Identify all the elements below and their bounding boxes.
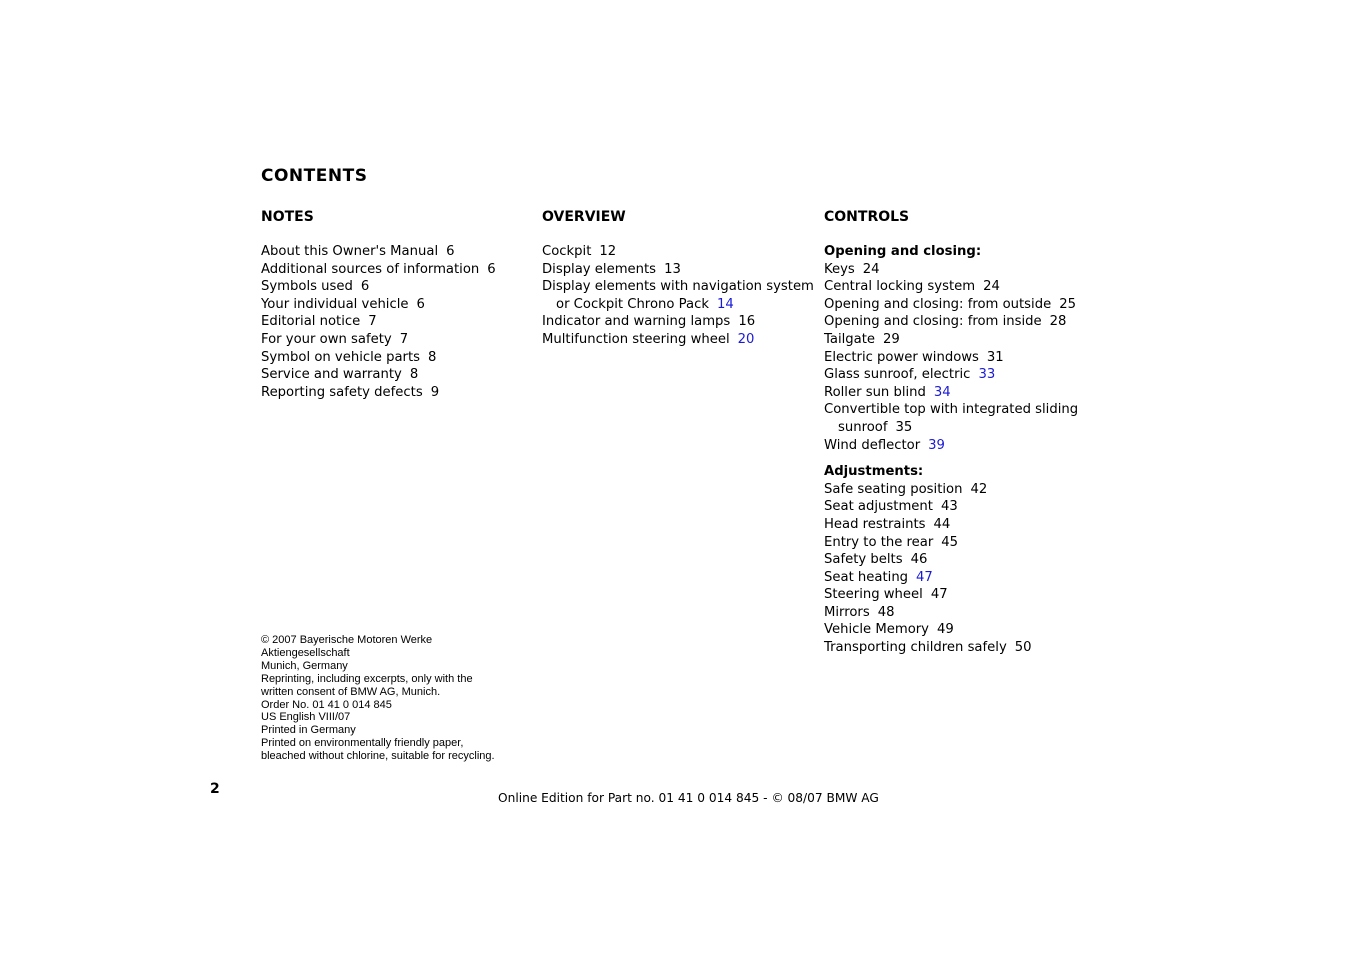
toc-entry-page-link[interactable]: 34 [933,384,951,400]
toc-entry [542,278,812,313]
overview-column [542,208,812,349]
imprint-line: Printed on environmentally friendly paper, [261,737,464,750]
toc-entry [824,604,1094,622]
toc-entry-page: 25 [1059,296,1076,312]
toc-entry-page: 42 [970,481,988,497]
toc-entry-page: 8 [428,349,437,365]
toc-entry-title: Indicator and warning lamps [542,314,731,330]
toc-entry-page: 9 [430,384,440,400]
adjustments-heading: Adjustments: [824,464,924,480]
toc-entry-title: Central locking system [824,279,976,295]
toc-entry-page: 48 [877,604,895,620]
toc-entry-page: 43 [940,499,958,515]
toc-entry [824,534,1094,552]
toc-entry [824,313,1094,331]
toc-entry-page: 6 [487,261,496,277]
toc-entry-page: 44 [933,516,951,532]
toc-entry-page: 7 [368,314,377,330]
toc-entry-page: 50 [1014,640,1032,656]
toc-entry-title: Service and warranty [261,367,402,383]
toc-entry [542,313,812,331]
toc-entry [542,243,812,261]
toc-entry [824,437,1094,455]
toc-entry [824,621,1094,639]
toc-entry-title: Roller sun blind [824,384,926,400]
toc-entry [824,639,1094,657]
toc-entry [824,384,1094,402]
imprint-line: bleached without chlorine, suitable for recycling. [261,750,495,763]
toc-entry-page: 6 [360,279,370,295]
toc-entry-page-link[interactable]: 14 [716,296,734,312]
toc-entry [261,384,531,402]
toc-entry-title: Seat heating [824,569,909,585]
imprint-line: US English VIII/07 [261,711,351,724]
toc-entry [542,261,812,279]
imprint-line: Munich, Germany [261,659,348,672]
toc-entry [824,261,1094,279]
toc-entry-title: Glass sunroof, electric [824,367,971,383]
toc-entry-title: Safe seating position [824,481,963,497]
toc-entry-page: 24 [862,261,880,277]
toc-entry-page-link[interactable]: 39 [928,437,945,453]
toc-entry-title: Safety belts [824,552,903,568]
toc-entry-page: 24 [983,279,1000,295]
toc-entry [824,366,1094,384]
toc-entry-page: 7 [399,331,409,347]
toc-entry [824,278,1094,296]
toc-entry-title: Cockpit [542,244,592,259]
toc-entry-page: 8 [409,367,419,383]
toc-entry-title: Electric power windows [824,349,979,365]
toc-entry-page: 13 [664,261,681,277]
imprint-line: Order No. 01 41 0 014 845 [261,698,392,711]
notes-heading: NOTES [261,209,314,225]
toc-entry-title: Tailgate [824,331,876,347]
toc-entry-page: 6 [416,296,425,312]
page-number: 2 [210,781,220,797]
toc-entry-page: 28 [1049,314,1067,330]
toc-entry-title: Display elements with navigation system [542,279,814,295]
toc-entry-title: About this Owner's Manual [261,244,439,259]
toc-entry-title: Transporting children safely [824,640,1007,656]
imprint-block [261,634,495,763]
toc-entry-page: 16 [738,314,756,330]
toc-entry-title: Additional sources of information [261,261,480,277]
toc-entry [824,331,1094,349]
toc-entry-title: Steering wheel [824,587,923,603]
toc-entry-page-link[interactable]: 20 [737,331,755,347]
toc-entry [824,569,1094,587]
controls-column [824,208,1094,657]
toc-entry-title: Entry to the rear [824,534,934,550]
toc-entry-page: 31 [986,349,1004,365]
controls-heading: CONTROLS [824,209,910,225]
toc-entry-title: Reporting safety defects [261,384,423,400]
imprint-line: written consent of BMW AG, Munich. [261,685,441,698]
imprint-line: Reprinting, including excerpts, only with the [261,672,473,685]
group-spacer [824,454,1094,463]
toc-entry-title: Seat adjustment [824,499,933,515]
overview-heading: OVERVIEW [542,209,626,225]
toc-entry-title-continued: sunroof [838,419,888,435]
toc-entry [261,313,531,331]
toc-entry-page: 12 [599,244,617,259]
toc-entry-page: 49 [936,622,954,638]
toc-entry-page: 46 [910,552,928,568]
toc-entry-title: Editorial notice [261,314,361,330]
toc-entry [824,349,1094,367]
toc-entry-title: Keys [824,261,855,277]
toc-entry [824,401,1094,436]
toc-entry-page: 6 [446,244,455,259]
imprint-line: Printed in Germany [261,724,356,737]
toc-entry-title-continued: or Cockpit Chrono Pack [556,296,709,312]
toc-entry [261,296,531,314]
toc-entry-page-link[interactable]: 47 [916,569,933,585]
toc-entry [261,243,531,261]
opening-closing-heading: Opening and closing: [824,244,982,259]
toc-entry-page: 47 [930,587,948,603]
toc-entry [824,498,1094,516]
toc-entry-title: Wind deflector [824,437,921,453]
toc-entry [824,296,1094,314]
toc-entry-page: 45 [941,534,959,550]
notes-column [261,208,531,401]
toc-entry-page-link[interactable]: 33 [978,367,996,383]
toc-entry-title: For your own safety [261,331,392,347]
imprint-line: © 2007 Bayerische Motoren Werke [261,634,433,646]
toc-entry-title: Display elements [542,261,657,277]
toc-entry-title: Head restraints [824,516,926,532]
toc-entry-title: Opening and closing: from inside [824,314,1042,330]
toc-entry [824,516,1094,534]
toc-entry-title: Symbols used [261,279,353,295]
footer-edition-note: Online Edition for Part no. 01 41 0 014 845 - © 08/07 BMW AG [498,791,879,805]
toc-entry [261,261,531,279]
toc-entry-page: 35 [895,419,913,435]
toc-entry-page: 29 [883,331,900,347]
toc-entry [261,366,531,384]
toc-entry [824,586,1094,604]
toc-entry-title: Vehicle Memory [824,622,929,638]
toc-entry-title: Convertible top with integrated sliding [824,402,1079,418]
toc-entry-title: Multifunction steering wheel [542,331,730,347]
imprint-line: Aktiengesellschaft [261,646,350,659]
toc-entry-title: Your individual vehicle [261,296,409,312]
toc-entry [542,331,812,349]
toc-entry-title: Opening and closing: from outside [824,296,1052,312]
toc-entry [261,331,531,349]
page-title: CONTENTS [261,166,368,186]
toc-entry [261,278,531,296]
toc-entry-title: Mirrors [824,604,870,620]
toc-entry [824,481,1094,499]
toc-entry [824,551,1094,569]
toc-entry [261,349,531,367]
toc-entry-title: Symbol on vehicle parts [261,349,421,365]
